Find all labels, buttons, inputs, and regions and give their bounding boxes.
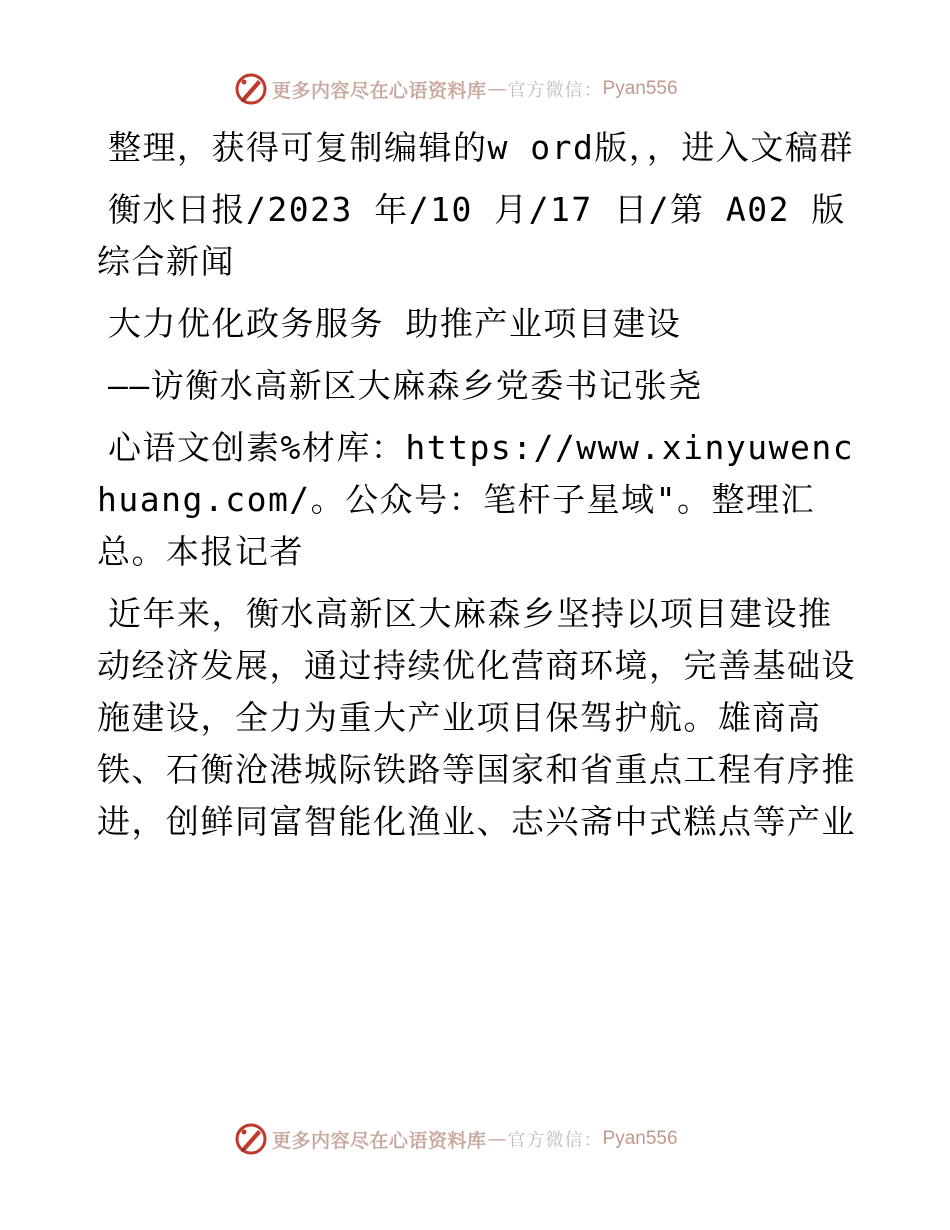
source-line: 衡水日报/2023 年/10 月/17 日/第 A02 版综合新闻 [97,190,846,281]
watermark-separator: — [487,78,507,100]
red-pen-circle-icon [234,72,268,106]
body-paragraph: 近年来，衡水高新区大麻森乡坚持以项目建设推动经济发展，通过持续优化营商环境，完善基础设施建设，全力为重大产业项目保驾护航。雄商高铁、石衡沧港城际铁路等国家和省重点工程有序推进，创鲜同富智能化渔业、志兴斋中式糕点等产业 [97,594,856,841]
header-watermark [234,72,704,106]
watermark-separator: — [487,1128,507,1150]
watermark-site-text: 更多内容尽在心语资料库 [272,1129,487,1152]
article-subtitle: ——访衡水高新区大麻森乡党委书记张尧 [108,366,703,405]
red-pen-circle-icon [234,1122,268,1156]
watermark-site-text: 更多内容尽在心语资料库 [272,79,487,102]
watermark-wechat-id: Pyan556 [602,1128,678,1149]
footer-watermark [234,1122,704,1156]
watermark-official-label: 官方微信： [507,1130,603,1151]
watermark-official-label: 官方微信： [507,80,603,101]
document-body [97,122,857,848]
article-title: 大力优化政务服务 助推产业项目建设 [108,304,682,343]
watermark-wechat-id: Pyan556 [602,78,678,99]
intro-note: 整理，获得可复制编辑的w ord版，，进入文稿群 [108,128,854,167]
material-note: 心语文创素%材库：https://www.xinyuwenchuang.com/。公众号：笔杆子星域"。整理汇总。本报记者 [97,428,855,571]
